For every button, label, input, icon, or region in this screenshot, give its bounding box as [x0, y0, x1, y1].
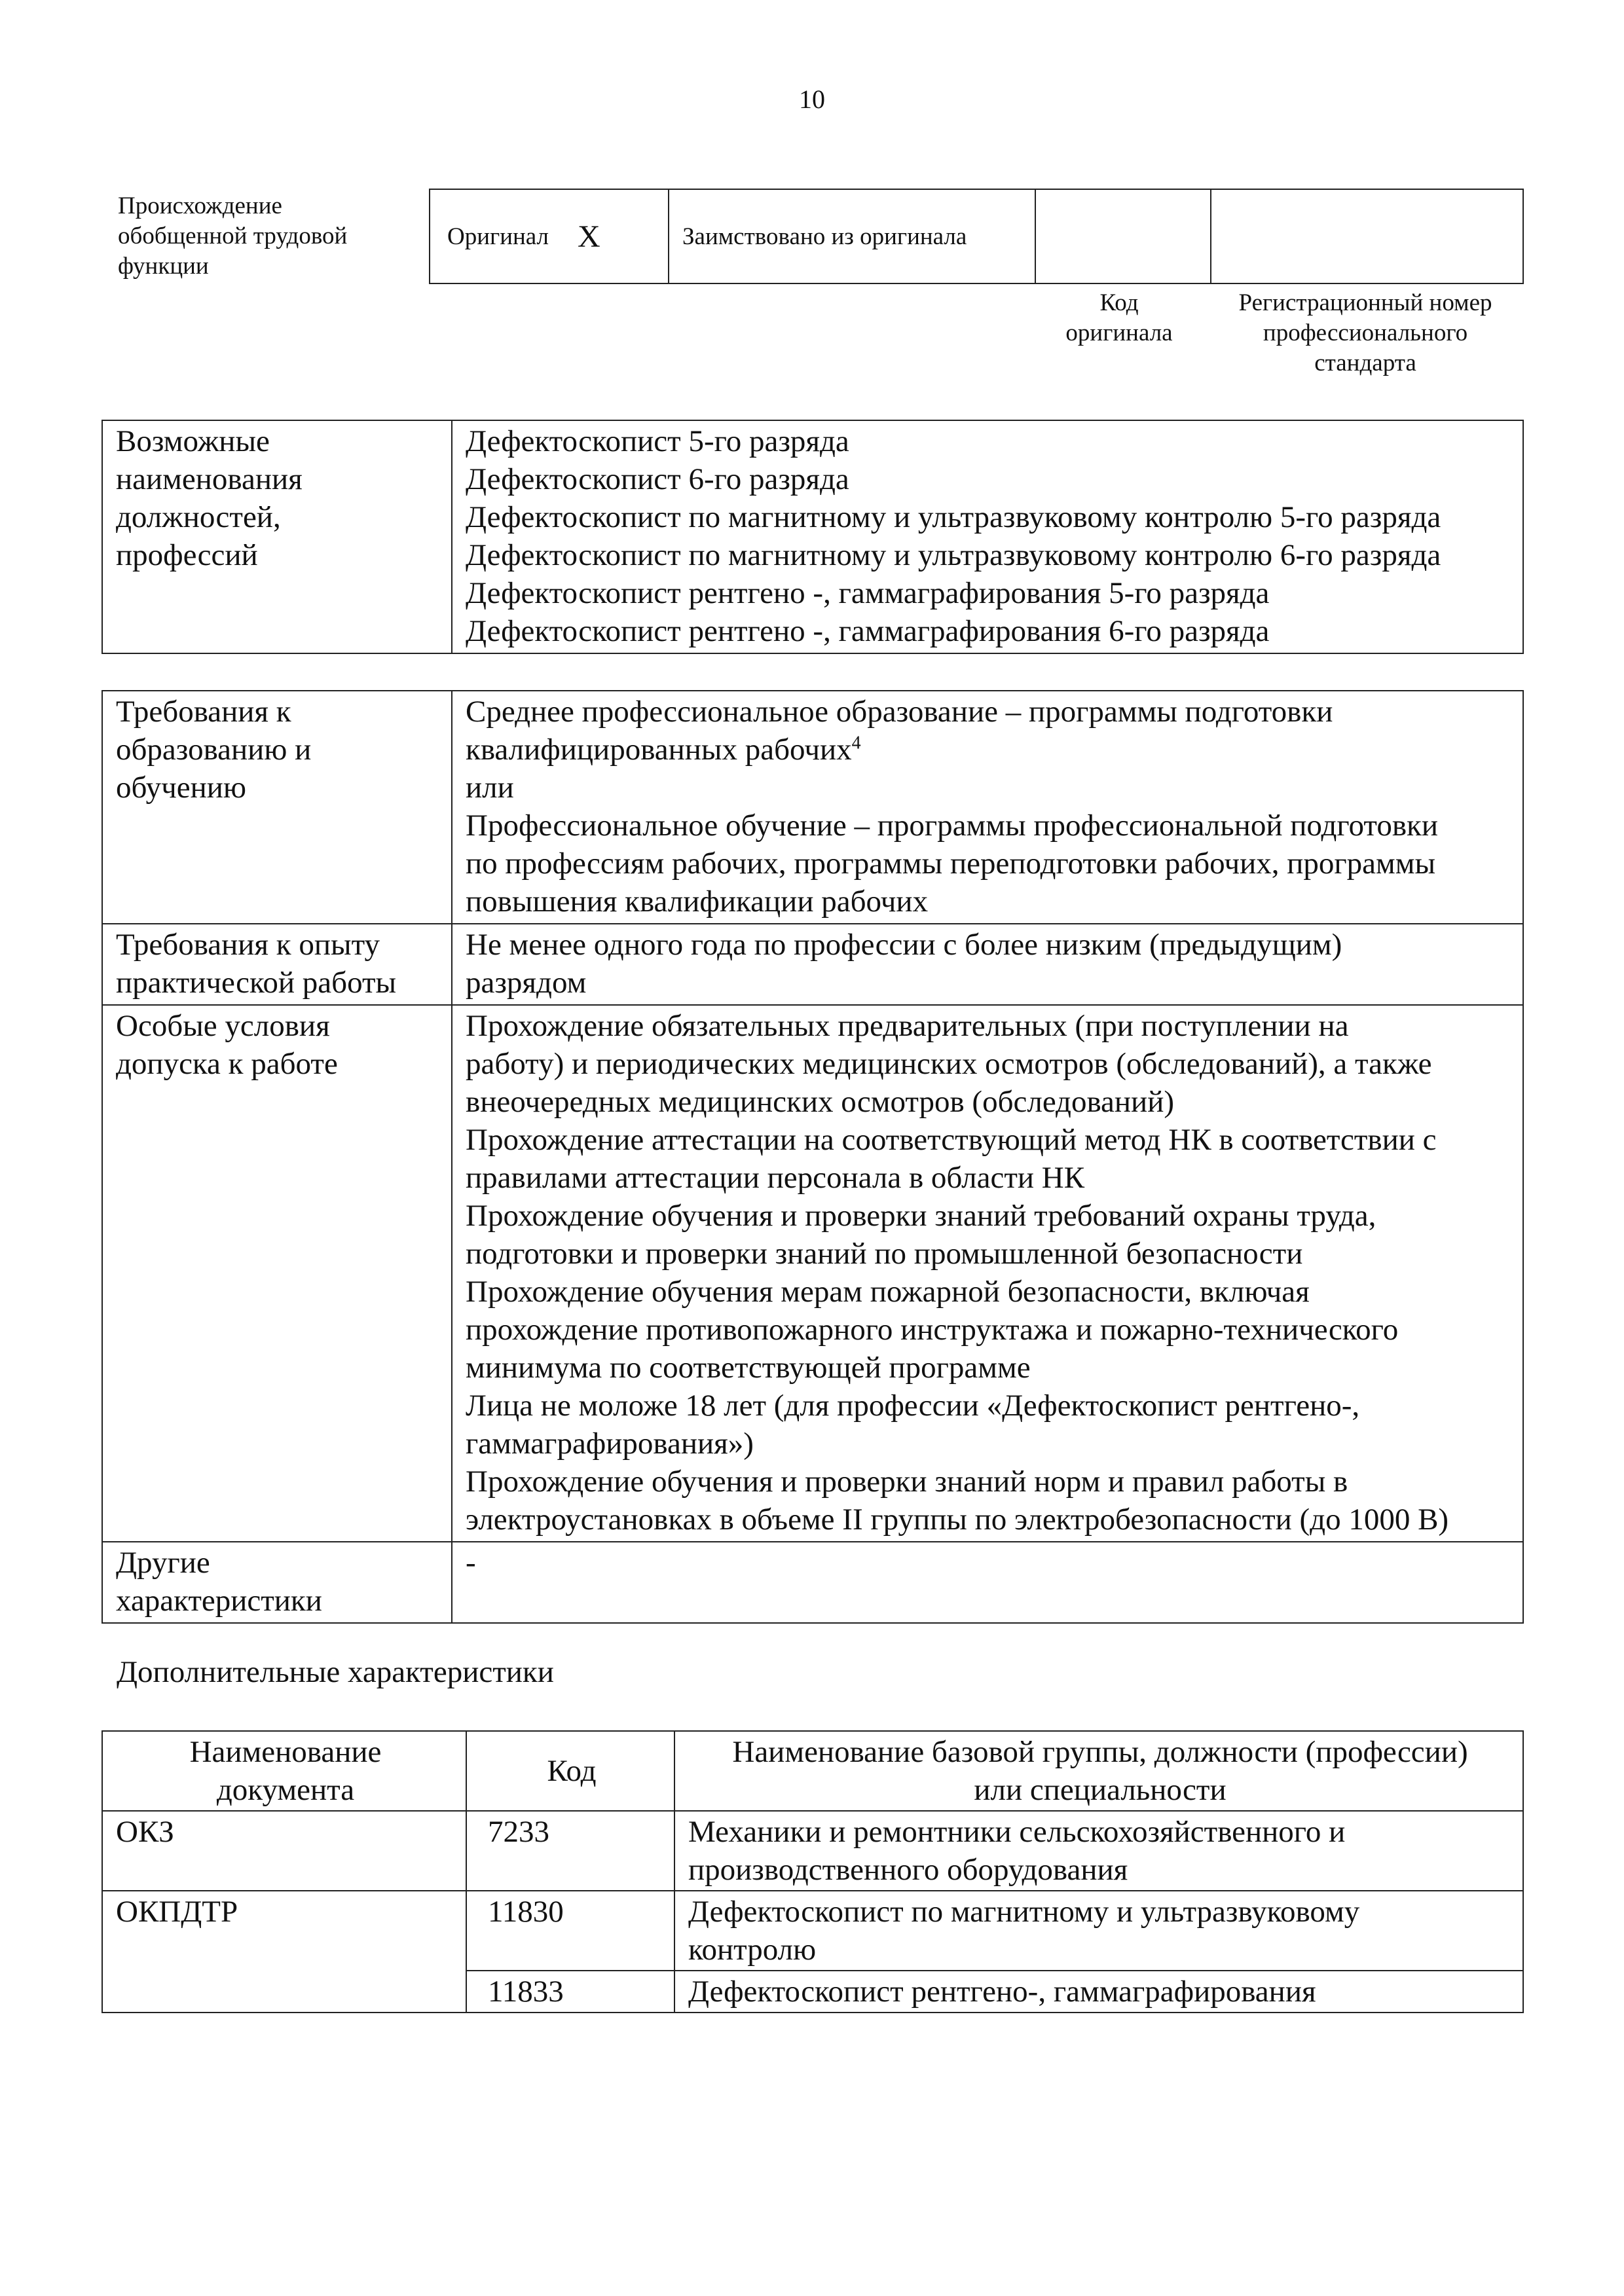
- additional-section-title: Дополнительные характеристики: [117, 1655, 554, 1689]
- cell-code: 11830: [466, 1891, 674, 1971]
- education-value: [452, 691, 1523, 924]
- cell-document: ОКЗ: [102, 1811, 466, 1891]
- footnote-mark: 4: [851, 733, 861, 754]
- cell-line: Механики и ремонтники сельскохозяйственного и: [688, 1815, 1346, 1849]
- origin-label-line: обобщенной трудовой: [118, 223, 348, 249]
- value-line: Профессиональное обучение – программы профессиональной подготовки: [466, 809, 1439, 843]
- origin-original-cell: [430, 190, 669, 283]
- value-line: Прохождение обучения мерам пожарной безопасности, включая: [466, 1275, 1310, 1309]
- label-line: должностей,: [116, 500, 281, 534]
- label-line: допуска к работе: [116, 1047, 338, 1081]
- origin-label: [118, 191, 406, 282]
- value-line: Прохождение обучения и проверки знаний требований охраны труда,: [466, 1199, 1376, 1233]
- label-line: практической работы: [116, 966, 397, 1000]
- cell-line: контролю: [688, 1933, 817, 1967]
- additional-characteristics-table: [101, 1730, 1524, 2013]
- label-line: обучению: [116, 771, 247, 805]
- value-line: минимума по соответствующей программе: [466, 1351, 1031, 1385]
- positions-table: [101, 420, 1524, 654]
- value-line: прохождение противопожарного инструктажа и пожарно-технического: [466, 1313, 1399, 1347]
- value-line: Не менее одного года по профессии с более низким (предыдущим): [466, 928, 1342, 962]
- cell-line: производственного оборудования: [688, 1853, 1128, 1887]
- caption-line: стандарта: [1314, 350, 1416, 376]
- caption-line: Регистрационный номер: [1238, 289, 1492, 316]
- table-row: [102, 1811, 1523, 1891]
- label-line: характеристики: [116, 1584, 322, 1618]
- cell-name: [674, 1891, 1523, 1971]
- value-line: гаммаграфирования»): [466, 1427, 754, 1461]
- label-line: образованию и: [116, 733, 312, 767]
- label-line: наименования: [116, 462, 303, 496]
- caption-line: оригинала: [1065, 319, 1173, 346]
- cell-line: Дефектоскопист по магнитному и ультразвуковому: [688, 1895, 1360, 1929]
- value-line: или: [466, 771, 514, 805]
- value-line: внеочередных медицинских осмотров (обследований): [466, 1085, 1175, 1119]
- value-line: разрядом: [466, 966, 587, 1000]
- label-line: профессий: [116, 538, 258, 572]
- header-document: [102, 1731, 466, 1811]
- cell-code: 7233: [466, 1811, 674, 1891]
- requirements-table: [101, 690, 1524, 1624]
- experience-value: [452, 924, 1523, 1005]
- label-line: Требования к: [116, 695, 291, 729]
- cell-name: [674, 1811, 1523, 1891]
- value-line: Прохождение аттестации на соответствующий метод НК в соответствии с: [466, 1123, 1437, 1157]
- experience-label: [102, 924, 452, 1005]
- page-number: 10: [799, 84, 825, 114]
- cell-name: [674, 1971, 1523, 2013]
- origin-code-caption: [1031, 288, 1207, 348]
- label-line: Требования к опыту: [116, 928, 380, 962]
- origin-code-cell: [1036, 190, 1211, 283]
- education-label: [102, 691, 452, 924]
- table-row: [102, 1005, 1523, 1542]
- label-line: Другие: [116, 1546, 210, 1580]
- origin-original-label: Оригинал: [447, 223, 549, 250]
- value-line: Среднее профессиональное образование – программы подготовки: [466, 695, 1333, 729]
- cell-document: ОКПДТР: [102, 1891, 466, 2013]
- origin-original-mark: X: [578, 219, 600, 254]
- table-row: [102, 420, 1523, 653]
- origin-label-line: Происхождение: [118, 192, 282, 219]
- value-line: Прохождение обязательных предварительных (при поступлении на: [466, 1009, 1349, 1043]
- position-item: Дефектоскопист 6-го разряда: [466, 462, 849, 496]
- cell-line: Дефектоскопист рентгено-, гаммаграфирования: [688, 1975, 1316, 2009]
- caption-line: профессионального: [1263, 319, 1468, 346]
- other-characteristics-label: [102, 1542, 452, 1623]
- value-line: Прохождение обучения и проверки знаний норм и правил работы в: [466, 1465, 1348, 1499]
- origin-reg-number-cell: [1211, 190, 1522, 283]
- origin-table: [429, 189, 1524, 284]
- header-line: Наименование: [189, 1735, 382, 1769]
- position-item: Дефектоскопист рентгено -, гаммаграфирования 5-го разряда: [466, 576, 1270, 610]
- header-code: Код: [466, 1731, 674, 1811]
- special-conditions-value: [452, 1005, 1523, 1542]
- value-line: повышения квалификации рабочих: [466, 884, 929, 919]
- value-line: по профессиям рабочих, программы переподготовки рабочих, программы: [466, 847, 1436, 881]
- value-line: Лица не моложе 18 лет (для профессии «Дефектоскопист рентгено-,: [466, 1389, 1360, 1423]
- table-row: [102, 1891, 1523, 1971]
- table-row: [102, 1542, 1523, 1623]
- value-text: квалифицированных рабочих: [466, 733, 852, 767]
- label-line: Особые условия: [116, 1009, 330, 1043]
- position-item: Дефектоскопист по магнитному и ультразвуковому контролю 6-го разряда: [466, 538, 1441, 572]
- special-conditions-label: [102, 1005, 452, 1542]
- origin-borrowed-label: Заимствовано из оригинала: [682, 223, 967, 250]
- origin-label-line: функции: [118, 253, 209, 280]
- value-line: [466, 731, 1512, 769]
- label-line: Возможные: [116, 424, 270, 458]
- origin-reg-caption: [1207, 288, 1524, 378]
- caption-line: Код: [1099, 289, 1139, 316]
- header-name: [674, 1731, 1523, 1811]
- table-row: [102, 924, 1523, 1005]
- value-line: правилами аттестации персонала в области НК: [466, 1161, 1085, 1195]
- value-line: подготовки и проверки знаний по промышленной безопасности: [466, 1237, 1303, 1271]
- other-characteristics-value: -: [452, 1542, 1523, 1623]
- position-item: Дефектоскопист 5-го разряда: [466, 424, 849, 458]
- table-header-row: [102, 1731, 1523, 1811]
- origin-borrowed-cell: [669, 190, 1036, 283]
- positions-label: [102, 420, 452, 653]
- table-row: [102, 691, 1523, 924]
- position-item: Дефектоскопист по магнитному и ультразвуковому контролю 5-го разряда: [466, 500, 1441, 534]
- header-line: или специальности: [974, 1773, 1227, 1807]
- value-line: работу) и периодических медицинских осмотров (обследований), а также: [466, 1047, 1432, 1081]
- position-item: Дефектоскопист рентгено -, гаммаграфирования 6-го разряда: [466, 614, 1270, 648]
- header-line: документа: [216, 1773, 355, 1807]
- positions-list: [452, 420, 1523, 653]
- value-line: электроустановках в объеме II группы по электробезопасности (до 1000 В): [466, 1503, 1449, 1537]
- cell-code: 11833: [466, 1971, 674, 2013]
- header-line: Наименование базовой группы, должности (профессии): [732, 1735, 1468, 1769]
